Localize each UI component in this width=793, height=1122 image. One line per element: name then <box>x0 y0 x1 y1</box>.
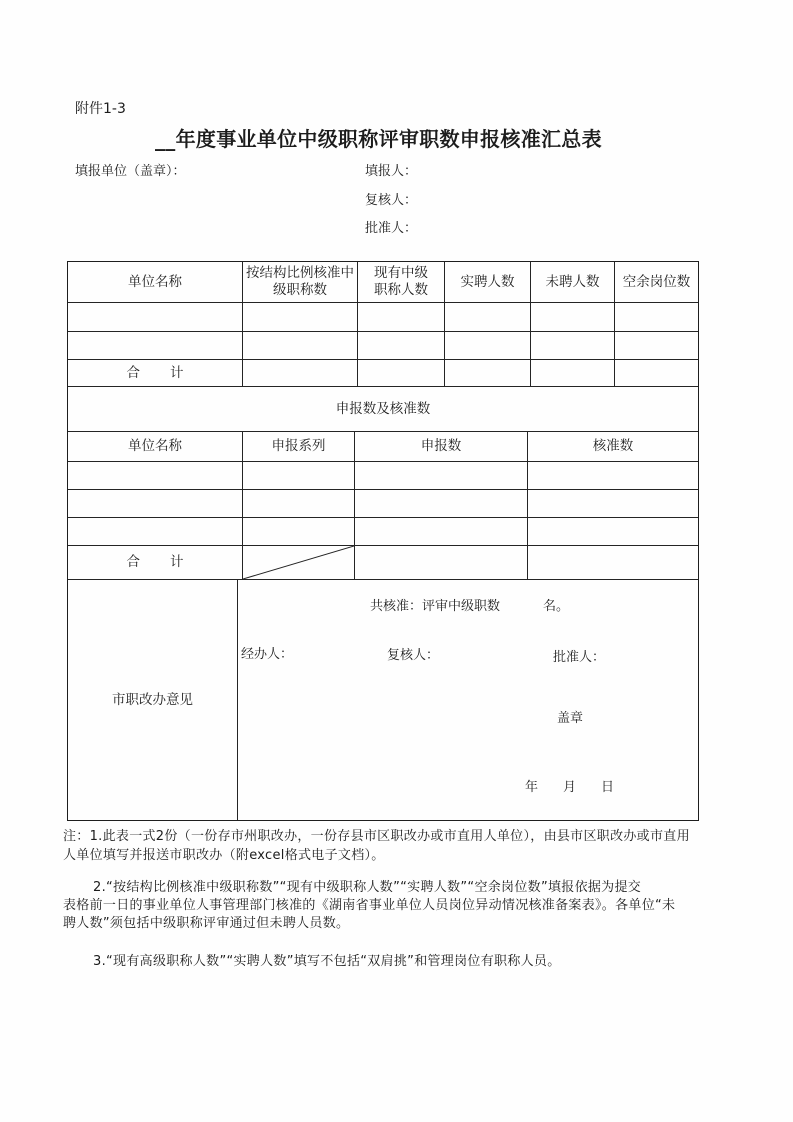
table-cell <box>528 518 698 546</box>
approver-label: 批准人： <box>553 650 606 665</box>
column-header-approved-quota <box>243 262 358 303</box>
note-line: 注：1.此表一式2份（一份存市州职改办，一份存县市区职改办或市直用人单位），由县市区职改办或市直用 <box>63 829 690 844</box>
table-cell <box>243 332 358 360</box>
summary-table <box>67 261 699 821</box>
table-cell <box>615 360 698 387</box>
total-cell <box>68 360 243 387</box>
column-header-label: 单位名称 <box>128 273 182 290</box>
approved-by-label: 批准人： <box>365 221 418 236</box>
table-cell <box>531 360 615 387</box>
declaration-heading: 申报数及核准数 <box>68 387 698 432</box>
column-header-label: 按结构比例核准中级职称数 <box>246 265 354 298</box>
note-line: 聘人数”须包括中级职称评审通过但未聘人员数。 <box>63 916 350 931</box>
table-cell <box>243 490 355 518</box>
reporting-unit-label: 填报单位（盖章）： <box>75 164 186 179</box>
table-row <box>68 303 698 332</box>
table-row <box>68 332 698 360</box>
table-cell <box>243 462 355 490</box>
column-header-employed <box>445 262 531 303</box>
staffing-total-row <box>68 360 698 387</box>
table-cell <box>358 303 445 332</box>
column-header-series: 申报系列 <box>243 432 355 462</box>
table-row <box>68 462 698 490</box>
table-cell <box>68 332 243 360</box>
approved-total-suffix: 名。 <box>543 599 570 614</box>
table-cell <box>68 518 243 546</box>
column-header-label: 空余岗位数 <box>622 273 691 290</box>
approval-opinion-area <box>238 580 698 820</box>
declaration-heading-row <box>68 387 698 432</box>
column-header-unit-name: 单位名称 <box>68 432 243 462</box>
column-header-label: 现有中级职称人数 <box>374 265 428 298</box>
diagonal-cell <box>243 546 355 580</box>
table-cell <box>358 332 445 360</box>
column-header-label: 未聘人数 <box>545 273 600 290</box>
table-cell <box>68 462 243 490</box>
table-cell <box>355 490 528 518</box>
attachment-label: 附件1-3 <box>75 101 126 117</box>
column-header-declared-count: 申报数 <box>355 432 528 462</box>
date-year-label: 年 <box>525 780 539 795</box>
note-line: 表格前一日的事业单位人事管理部门核准的《湖南省事业单位人员岗位异动情况核准备案表》。各单位“未 <box>63 898 676 913</box>
table-cell <box>243 303 358 332</box>
table-cell <box>358 360 445 387</box>
diagonal-line <box>243 546 354 579</box>
table-row <box>68 490 698 518</box>
seal-label: 盖章 <box>557 711 584 726</box>
reviewed-by-label: 复核人： <box>365 193 418 208</box>
note-line: 3.“现有高级职称人数”“实聘人数”填写不包括“双肩挑”和管理岗位有职称人员。 <box>93 954 561 969</box>
total-cell <box>68 546 243 580</box>
table-cell <box>528 462 698 490</box>
table-cell <box>243 360 358 387</box>
table-cell <box>528 546 698 580</box>
note-2 <box>63 879 675 933</box>
table-cell <box>445 360 531 387</box>
note-3 <box>63 953 561 971</box>
table-cell <box>68 490 243 518</box>
column-header-approved-count: 核准数 <box>528 432 698 462</box>
table-cell <box>445 332 531 360</box>
table-row <box>68 518 698 546</box>
total-label: 合计 <box>126 364 214 381</box>
table-cell <box>615 303 698 332</box>
column-header-vacant-posts <box>615 262 698 303</box>
note-line: 人单位填写并报送市职改办（附excel格式电子文档）。 <box>63 848 385 863</box>
note-line: 2.“按结构比例核准中级职称数”“现有中级职称人数”“实聘人数”“空余岗位数”填报依据为提交 <box>93 880 642 895</box>
table-cell <box>355 518 528 546</box>
date-day-label: 日 <box>601 780 615 795</box>
column-header-label: 实聘人数 <box>460 273 515 290</box>
approval-label: 市职改办意见 <box>68 580 238 820</box>
date-month-label: 月 <box>563 780 577 795</box>
column-header-unit-name <box>68 262 243 303</box>
table-cell <box>531 303 615 332</box>
declaration-header-row <box>68 432 698 462</box>
staffing-header-row <box>68 262 698 303</box>
table-cell <box>68 303 243 332</box>
table-cell <box>445 303 531 332</box>
column-header-unemployed <box>531 262 615 303</box>
document-title: __年度事业单位中级职称评审职数申报核准汇总表 <box>155 127 602 151</box>
handler-label: 经办人： <box>241 647 294 662</box>
table-cell <box>355 546 528 580</box>
note-1 <box>63 827 690 865</box>
table-cell <box>615 332 698 360</box>
approval-row <box>68 580 698 820</box>
table-cell <box>355 462 528 490</box>
reviewer-label: 复核人： <box>387 648 440 663</box>
column-header-current-titled <box>358 262 445 303</box>
table-cell <box>531 332 615 360</box>
filled-by-label: 填报人： <box>365 164 418 179</box>
declaration-total-row <box>68 546 698 580</box>
table-cell <box>243 518 355 546</box>
table-cell <box>528 490 698 518</box>
total-label: 合计 <box>126 554 214 570</box>
approved-total-prefix: 共核准：评审中级职数 <box>370 599 501 614</box>
